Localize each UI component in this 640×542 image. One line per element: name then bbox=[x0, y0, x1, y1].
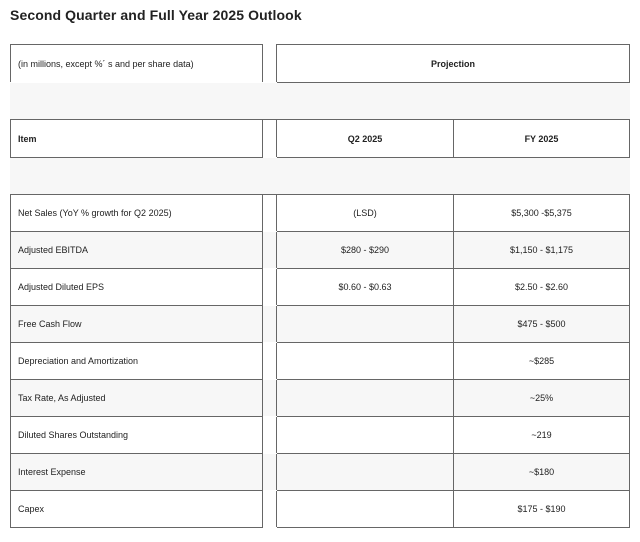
table-row bbox=[11, 195, 630, 232]
column-gap bbox=[263, 45, 277, 83]
table-row bbox=[11, 454, 630, 491]
fy-value-cell: $5,300 -$5,375 bbox=[454, 195, 630, 232]
spacer-cell bbox=[11, 83, 630, 120]
fy-2025-header: FY 2025 bbox=[454, 120, 630, 158]
q2-value-cell bbox=[277, 454, 454, 491]
column-gap bbox=[263, 195, 277, 232]
outlook-table bbox=[10, 44, 630, 528]
fy-value-cell: ~$285 bbox=[454, 343, 630, 380]
units-note: (in millions, except %´ s and per share data) bbox=[11, 45, 263, 83]
fy-value-cell: ~$180 bbox=[454, 454, 630, 491]
item-cell: Adjusted Diluted EPS bbox=[11, 269, 263, 306]
q2-value-cell: (LSD) bbox=[277, 195, 454, 232]
column-header-row bbox=[11, 120, 630, 158]
table-row bbox=[11, 491, 630, 528]
q2-value-cell bbox=[277, 417, 454, 454]
fy-value-cell: $475 - $500 bbox=[454, 306, 630, 343]
table-row bbox=[11, 380, 630, 417]
fy-value-cell: $175 - $190 bbox=[454, 491, 630, 528]
item-cell: Interest Expense bbox=[11, 454, 263, 491]
fy-value-cell: $2.50 - $2.60 bbox=[454, 269, 630, 306]
fy-value-cell: ~219 bbox=[454, 417, 630, 454]
item-cell: Tax Rate, As Adjusted bbox=[11, 380, 263, 417]
table-row bbox=[11, 343, 630, 380]
item-cell: Adjusted EBITDA bbox=[11, 232, 263, 269]
item-cell: Capex bbox=[11, 491, 263, 528]
q2-value-cell bbox=[277, 380, 454, 417]
projection-header-row bbox=[11, 45, 630, 83]
q2-value-cell: $280 - $290 bbox=[277, 232, 454, 269]
q2-value-cell bbox=[277, 306, 454, 343]
column-gap bbox=[263, 232, 277, 269]
column-gap bbox=[263, 380, 277, 417]
spacer-cell bbox=[11, 158, 630, 195]
column-gap bbox=[263, 417, 277, 454]
fy-value-cell: $1,150 - $1,175 bbox=[454, 232, 630, 269]
fy-value-cell: ~25% bbox=[454, 380, 630, 417]
q2-value-cell bbox=[277, 343, 454, 380]
q2-2025-header: Q2 2025 bbox=[277, 120, 454, 158]
q2-value-cell bbox=[277, 491, 454, 528]
table-row bbox=[11, 417, 630, 454]
item-cell: Diluted Shares Outstanding bbox=[11, 417, 263, 454]
page-title: Second Quarter and Full Year 2025 Outlook bbox=[10, 7, 302, 23]
table-row bbox=[11, 306, 630, 343]
item-cell: Depreciation and Amortization bbox=[11, 343, 263, 380]
item-header: Item bbox=[11, 120, 263, 158]
column-gap bbox=[263, 306, 277, 343]
column-gap bbox=[263, 269, 277, 306]
item-cell: Free Cash Flow bbox=[11, 306, 263, 343]
table-row bbox=[11, 269, 630, 306]
spacer-row bbox=[11, 83, 630, 120]
spacer-row bbox=[11, 158, 630, 195]
column-gap bbox=[263, 454, 277, 491]
projection-header: Projection bbox=[277, 45, 630, 83]
column-gap bbox=[263, 343, 277, 380]
item-cell: Net Sales (YoY % growth for Q2 2025) bbox=[11, 195, 263, 232]
column-gap bbox=[263, 491, 277, 528]
q2-value-cell: $0.60 - $0.63 bbox=[277, 269, 454, 306]
column-gap bbox=[263, 120, 277, 158]
table-row bbox=[11, 232, 630, 269]
